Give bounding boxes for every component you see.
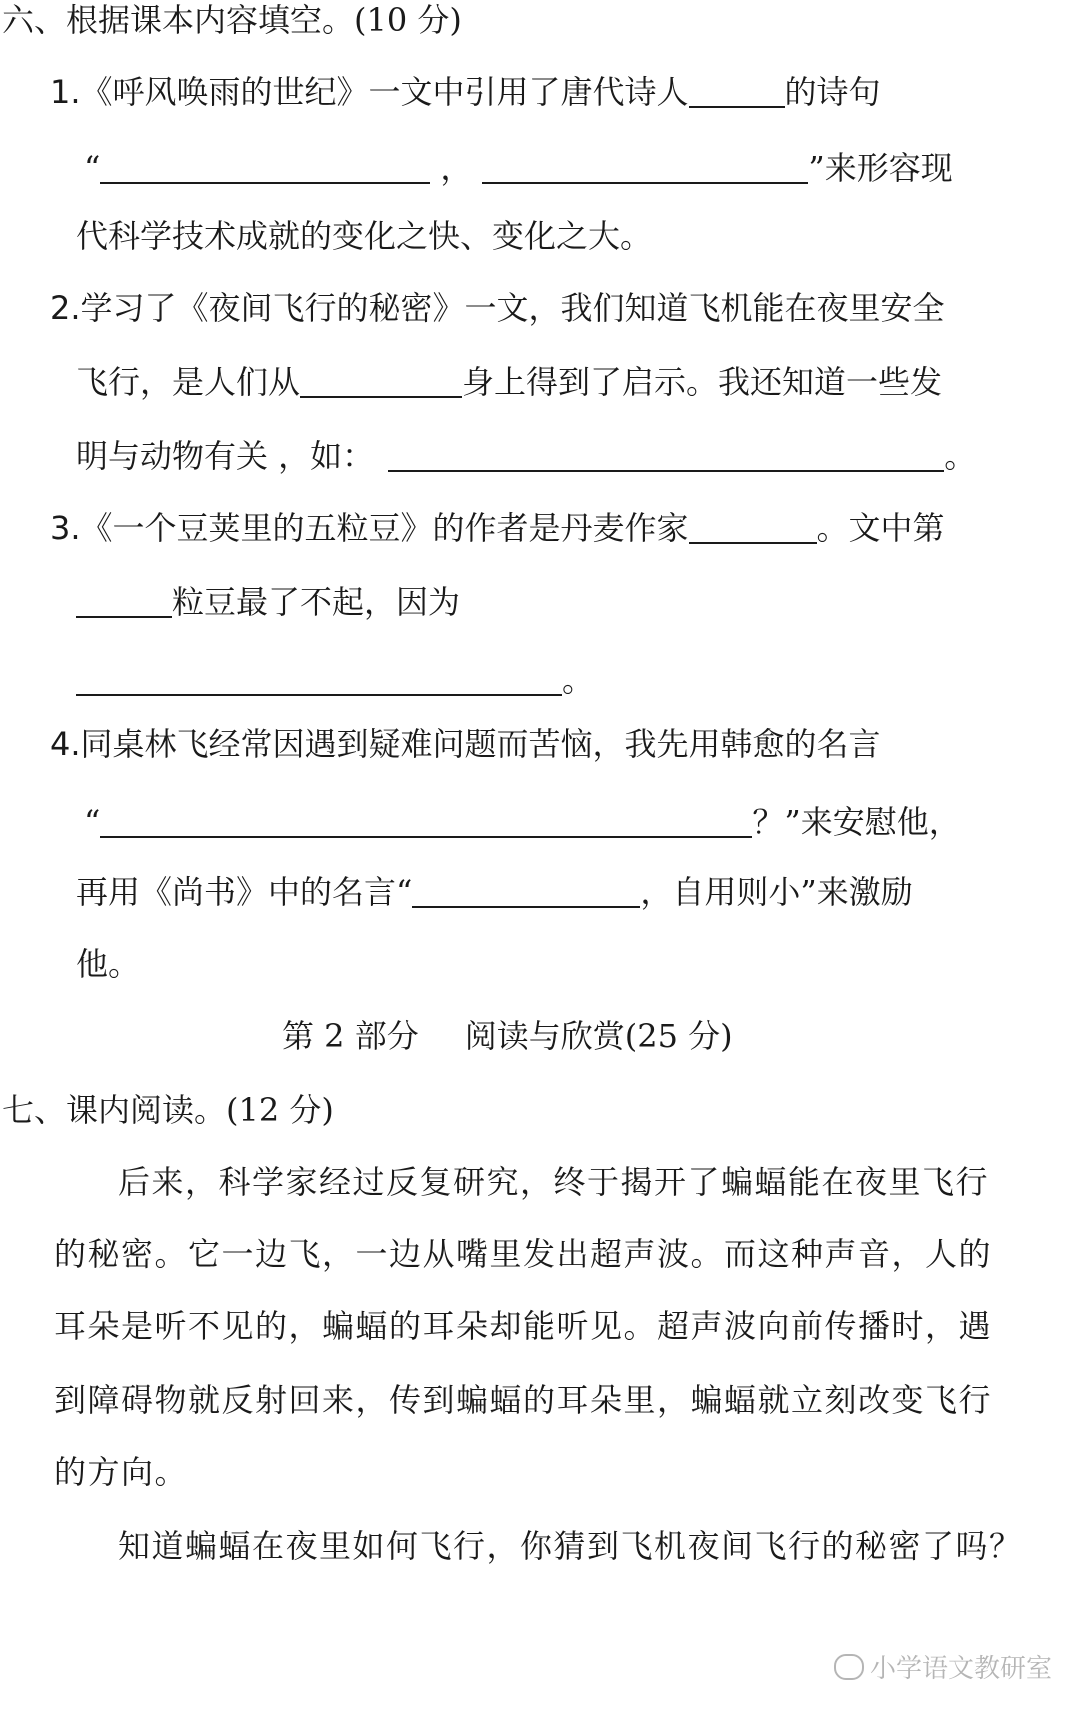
question-2-text-c: 身上得到了启示。我还知道一些发 [462, 363, 943, 402]
question-4-text-d: ，自用则小”来激励 [640, 873, 913, 912]
reading-line-6: 知道蝙蝠在夜里如何飞行，你猜到飞机夜间飞行的秘密了吗？ [118, 1527, 1023, 1565]
question-1-number: 1. [50, 73, 81, 112]
question-4-line-2 [84, 803, 961, 842]
question-3-period: 。 [562, 661, 595, 700]
question-3-text-c: 粒豆最了不起，因为 [172, 583, 461, 622]
question-4-number: 4. [50, 725, 81, 763]
question-2-period: 。 [944, 437, 977, 476]
shangshu-quote-blank[interactable] [412, 874, 640, 908]
watermark [834, 1648, 1052, 1685]
part-2-subtitle: 阅读与欣赏(25 分) [464, 1017, 733, 1055]
question-3-number: 3. [50, 509, 81, 548]
question-4-line-3 [76, 873, 913, 912]
question-4-line-4: 他。 [76, 945, 141, 983]
poet-name-blank[interactable] [689, 74, 785, 108]
question-1-text-a: 《呼风唤雨的世纪》一文中引用了唐代诗人 [80, 73, 689, 112]
question-1-line-2 [84, 149, 953, 188]
question-2-line-1 [50, 289, 945, 327]
part-2-title: 第 2 部分 [282, 1017, 419, 1055]
question-1-text-c: ”来形容现 [808, 149, 953, 188]
question-3-line-1 [50, 509, 945, 548]
poem-first-half-blank[interactable] [100, 150, 430, 184]
pea-number-blank[interactable] [76, 584, 172, 618]
reading-line-5: 的方向。 [54, 1453, 189, 1491]
question-2-text-b: 飞行，是人们从 [76, 363, 301, 402]
question-3-text-b: 。文中第 [816, 509, 945, 548]
inventions-blank[interactable] [388, 438, 944, 472]
animal-blank[interactable] [300, 364, 462, 398]
comma: ， [440, 149, 473, 188]
han-yu-quote-blank[interactable] [100, 804, 752, 838]
reading-line-2: 的秘密。它一边飞，一边从嘴里发出超声波。而这种声音，人的 [54, 1235, 993, 1273]
wechat-icon [834, 1654, 864, 1680]
question-2-line-3 [76, 437, 977, 476]
question-4-line-1 [50, 725, 881, 763]
reading-line-3: 耳朵是听不见的，蝙蝠的耳朵却能听见。超声波向前传播时，遇 [54, 1307, 993, 1345]
question-2-number: 2. [50, 289, 81, 327]
question-3-line-2 [76, 583, 461, 622]
question-4-text-c: 再用《尚书》中的名言“ [76, 873, 413, 912]
open-quote: “ [84, 149, 101, 188]
reason-blank[interactable] [76, 662, 562, 696]
watermark-text: 小学语文教研室 [869, 1654, 1052, 1684]
question-1-line-1 [50, 73, 881, 112]
section-7-title: 七、课内阅读。(12 分) [2, 1091, 334, 1129]
part-2-heading [282, 1017, 733, 1055]
reading-line-1: 后来，科学家经过反复研究，终于揭开了蝙蝠能在夜里飞行 [118, 1163, 990, 1201]
poem-second-half-blank[interactable] [482, 150, 808, 184]
question-4-text-b: ？”来安慰他， [752, 803, 961, 842]
author-blank[interactable] [689, 510, 817, 544]
question-4-text-a: 同桌林飞经常因遇到疑难问题而苦恼，我先用韩愈的名言 [80, 725, 881, 763]
question-2-text-d: 明与动物有关 ，如： [76, 437, 375, 476]
question-3-text-a: 《一个豆荚里的五粒豆》的作者是丹麦作家 [80, 509, 689, 548]
question-3-line-3 [76, 661, 595, 700]
section-6-title: 六、根据课本内容填空。(10 分) [2, 1, 462, 39]
question-2-text-a: 学习了《夜间飞行的秘密》一文，我们知道飞机能在夜里安全 [80, 289, 945, 327]
reading-line-4: 到障碍物就反射回来，传到蝙蝠的耳朵里，蝙蝠就立刻改变飞行 [54, 1381, 993, 1419]
question-1-line-3: 代科学技术成就的变化之快、变化之大。 [76, 217, 653, 255]
question-1-text-b: 的诗句 [784, 73, 881, 112]
question-2-line-2 [76, 363, 943, 402]
open-quote-2: “ [84, 803, 101, 842]
